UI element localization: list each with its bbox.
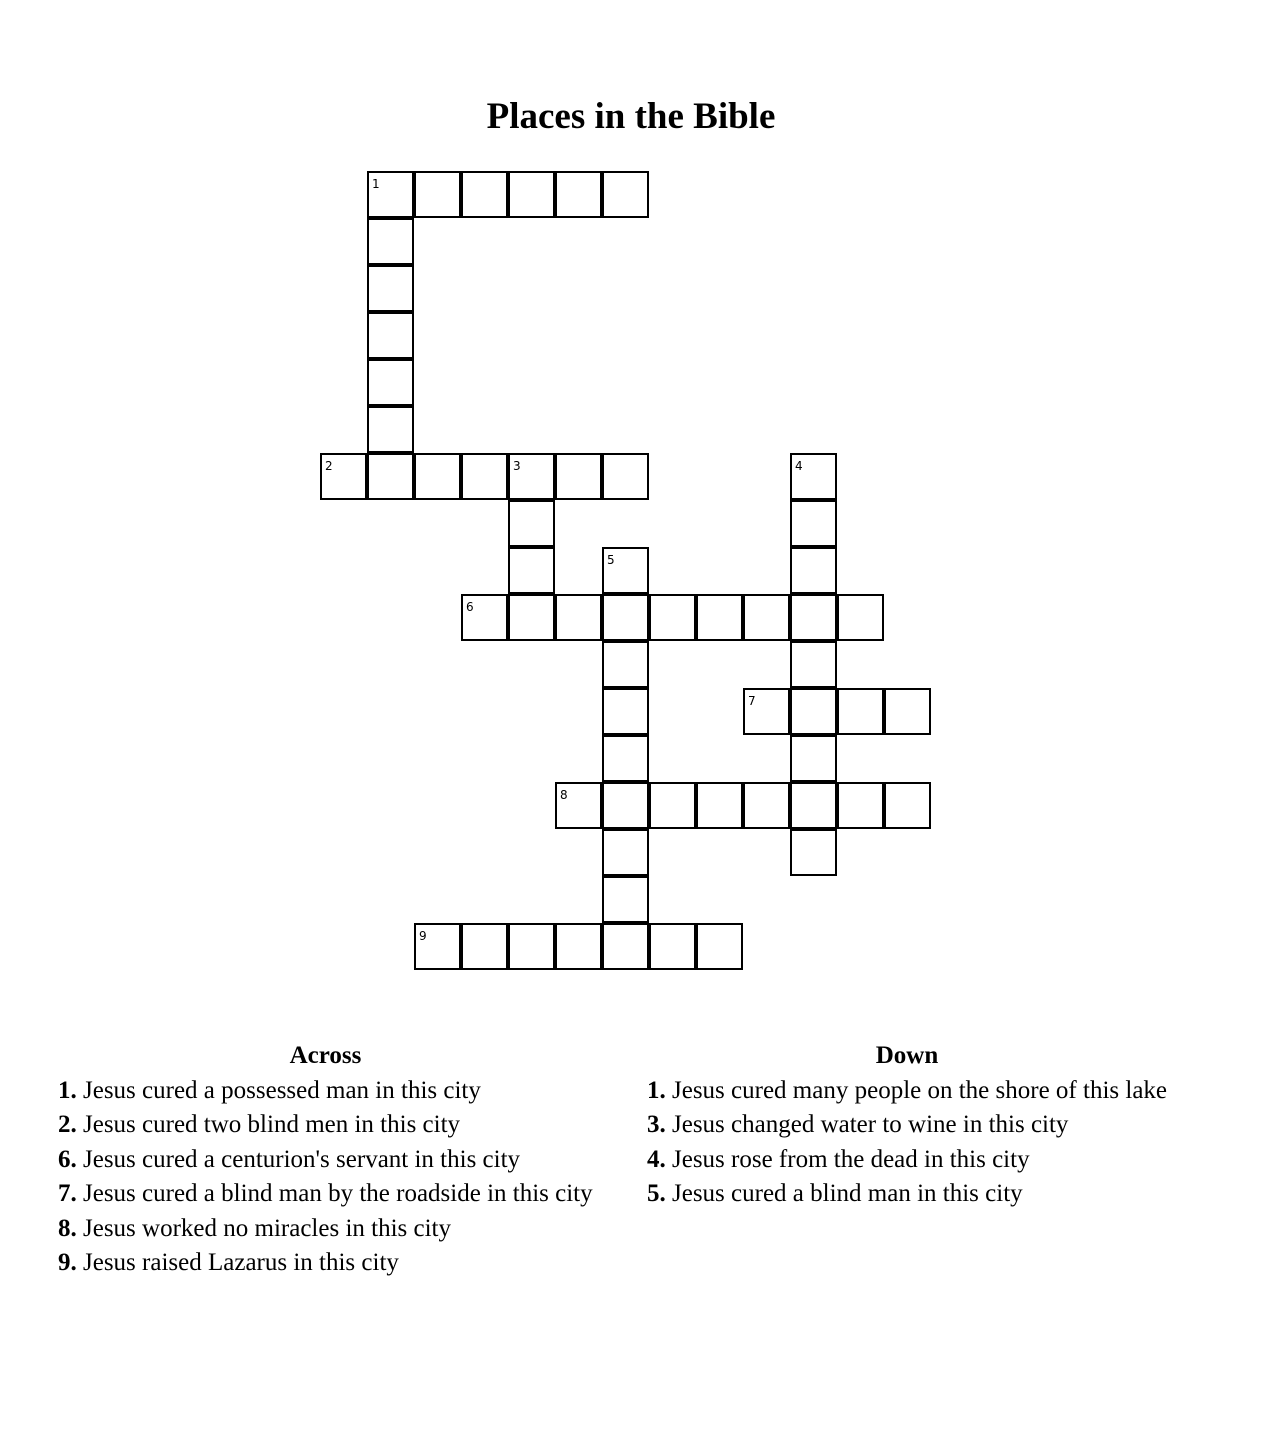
clue-text: Jesus changed water to wine in this city [672, 1111, 1069, 1139]
across-clue [58, 1177, 618, 1211]
crossword-cell[interactable] [602, 735, 649, 782]
crossword-cell[interactable] [555, 923, 602, 970]
across-clues [58, 1038, 618, 1280]
crossword-cell[interactable] [367, 453, 414, 500]
clue-text: Jesus cured a blind man in this city [672, 1180, 1023, 1208]
crossword-cell[interactable] [508, 453, 555, 500]
clue-number: 8. [58, 1214, 77, 1242]
crossword-cell[interactable] [461, 453, 508, 500]
cell-number: 3 [513, 459, 521, 473]
crossword-cell[interactable] [555, 171, 602, 218]
crossword-cell[interactable] [790, 688, 837, 735]
crossword-cell[interactable] [602, 876, 649, 923]
crossword-cell[interactable] [790, 735, 837, 782]
clue-number: 9. [58, 1249, 77, 1277]
crossword-cell[interactable] [555, 594, 602, 641]
clue-number: 4. [647, 1145, 666, 1173]
puzzle-title: Places in the Bible [486, 96, 776, 137]
crossword-cell[interactable] [602, 171, 649, 218]
cell-number: 1 [372, 177, 380, 191]
crossword-cell[interactable] [790, 782, 837, 829]
clue-text: Jesus worked no miracles in this city [83, 1214, 451, 1242]
clue-text: Jesus cured many people on the shore of this lake [672, 1077, 1168, 1104]
cell-number: 7 [748, 694, 756, 708]
clue-text: Jesus cured a possessed man in this city [83, 1077, 481, 1104]
crossword-cell[interactable] [696, 594, 743, 641]
cell-number: 9 [419, 929, 427, 943]
clue-text: Jesus cured two blind men in this city [83, 1111, 461, 1139]
crossword-cell[interactable] [884, 782, 931, 829]
down-clue [647, 1143, 1217, 1177]
crossword-cell[interactable] [461, 171, 508, 218]
crossword-cell[interactable] [790, 641, 837, 688]
crossword-cell[interactable] [743, 782, 790, 829]
clue-number: 1. [647, 1077, 666, 1104]
across-clue [58, 1074, 618, 1108]
crossword-cell[interactable] [508, 171, 555, 218]
cell-number: 4 [795, 459, 803, 473]
crossword-cell[interactable] [790, 829, 837, 876]
crossword-cell[interactable] [649, 594, 696, 641]
crossword-cell[interactable] [555, 782, 602, 829]
crossword-cell[interactable] [367, 406, 414, 453]
cell-number: 8 [560, 788, 568, 802]
clue-text: Jesus rose from the dead in this city [672, 1145, 1030, 1173]
clue-number: 5. [647, 1180, 666, 1208]
across-heading: Across [289, 1042, 362, 1069]
crossword-cell[interactable] [508, 923, 555, 970]
clue-text: Jesus raised Lazarus in this city [83, 1249, 399, 1277]
crossword-cell[interactable] [696, 782, 743, 829]
crossword-cell[interactable] [414, 171, 461, 218]
crossword-cell[interactable] [884, 688, 931, 735]
crossword-cell[interactable] [602, 829, 649, 876]
clue-text: Jesus cured a blind man by the roadside in this city [83, 1180, 593, 1208]
crossword-cell[interactable] [790, 547, 837, 594]
crossword-cell[interactable] [414, 923, 461, 970]
across-clue [58, 1212, 618, 1246]
crossword-cell[interactable] [743, 688, 790, 735]
crossword-cell[interactable] [367, 265, 414, 312]
down-clue [647, 1074, 1217, 1108]
crossword-cell[interactable] [743, 594, 790, 641]
down-clue [647, 1177, 1217, 1211]
crossword-cell[interactable] [790, 453, 837, 500]
crossword-cell[interactable] [602, 547, 649, 594]
crossword-cell[interactable] [837, 594, 884, 641]
crossword-cell[interactable] [367, 171, 414, 218]
cell-number: 5 [607, 553, 615, 567]
crossword-cell[interactable] [602, 594, 649, 641]
across-clue [58, 1143, 618, 1177]
down-clues [647, 1038, 1217, 1212]
clue-number: 6. [58, 1145, 77, 1173]
crossword-cell[interactable] [367, 218, 414, 265]
clue-number: 1. [58, 1077, 77, 1104]
crossword-cell[interactable] [602, 453, 649, 500]
down-clue [647, 1108, 1217, 1142]
crossword-cell[interactable] [602, 641, 649, 688]
clue-number: 2. [58, 1111, 77, 1139]
clue-text: Jesus cured a centurion's servant in this city [83, 1145, 521, 1173]
crossword-cell[interactable] [367, 359, 414, 406]
cell-number: 6 [466, 600, 474, 614]
crossword-cell[interactable] [320, 453, 367, 500]
crossword-cell[interactable] [508, 594, 555, 641]
across-clue [58, 1108, 618, 1142]
across-clue [58, 1246, 618, 1280]
cell-number: 2 [325, 459, 333, 473]
crossword-cell[interactable] [602, 923, 649, 970]
crossword-cell[interactable] [837, 782, 884, 829]
clue-number: 7. [58, 1180, 77, 1208]
crossword-cell[interactable] [837, 688, 884, 735]
crossword-cell[interactable] [790, 500, 837, 547]
crossword-cell[interactable] [461, 594, 508, 641]
crossword-cell[interactable] [555, 453, 602, 500]
crossword-cell[interactable] [790, 594, 837, 641]
crossword-cell[interactable] [649, 782, 696, 829]
crossword-cell[interactable] [414, 453, 461, 500]
crossword-cell[interactable] [602, 782, 649, 829]
clue-number: 3. [647, 1111, 666, 1139]
down-heading: Down [875, 1042, 939, 1069]
crossword-cell[interactable] [508, 500, 555, 547]
crossword-cell[interactable] [461, 923, 508, 970]
crossword-cell[interactable] [508, 547, 555, 594]
crossword-cell[interactable] [602, 688, 649, 735]
crossword-cell[interactable] [696, 923, 743, 970]
crossword-cell[interactable] [367, 312, 414, 359]
crossword-cell[interactable] [649, 923, 696, 970]
